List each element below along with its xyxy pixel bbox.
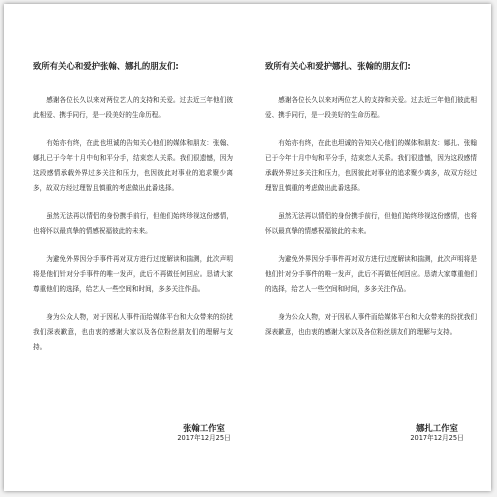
paragraph: 感谢各位长久以来对两位艺人的支持和关爱。过去近三年他们彼此相爱、携手同行，是一段美好的生命历程。 bbox=[33, 96, 233, 119]
greeting: 致所有关心和爱护张翰、娜扎的朋友们: bbox=[33, 61, 179, 71]
paragraph: 有始亦有终，在此也坦诚的告知关心他们的媒体和朋友：张翰、娜扎已于今年十月中旬和平分手，结束恋人关系。我们很遗憾，因为这段感情承载外界过多关注和压力，也因彼此对事业的追求聚少离多，故双方经过理智且慎重的考虑做出此番选择。 bbox=[33, 139, 233, 192]
paragraph: 有始亦有终，在此也坦诚的告知关心他们的媒体和朋友：娜扎、张翰已于今年十月中旬和平分手，结束恋人关系。我们很遗憾，因为这段感情承载外界过多关注和压力，也因彼此对事业的追求聚少离多，故双方经过理智且慎重的考虑做出此番选择。 bbox=[265, 139, 477, 192]
signature: 娜扎工作室 bbox=[416, 423, 458, 433]
paragraph: 感谢各位长久以来对两位艺人的支持和关爱。过去近三年他们彼此相爱、携手同行，是一段美好的生命历程。 bbox=[265, 96, 477, 119]
greeting: 致所有关心和爱护娜扎、张翰的朋友们: bbox=[265, 61, 411, 71]
paragraph: 为避免外界因分手事件再对双方进行过度解读和揣测，此次声明将是他们针对分手事件的唯一发声，此后不再做任何回应。恳请大家尊重他们的选择，给艺人一些空间和时间，多多关注作品。 bbox=[265, 255, 477, 293]
paragraph: 身为公众人物，对于因私人事件而给媒体平台和大众带来的纷扰我们深表歉意，也由衷的感谢大家以及各位粉丝朋友们的理解与支持。 bbox=[33, 313, 233, 351]
paragraph: 为避免外界因分手事件再对双方进行过度解读和揣测，此次声明将是他们针对分手事件的唯一发声，此后不再做任何回应。恳请大家尊重他们的选择，给艺人一些空间和时间，多多关注作品。 bbox=[33, 255, 233, 293]
signature-block bbox=[397, 422, 477, 443]
signature: 张翰工作室 bbox=[183, 423, 225, 433]
paragraph: 虽然无法再以情侣的身份携手前行，但他们始终珍视这份感情，也将怀以最真挚的情感祝福彼此的未来。 bbox=[265, 212, 477, 235]
date: 2017年12月25日 bbox=[410, 434, 464, 442]
signature-block bbox=[164, 422, 244, 443]
paragraph: 虽然无法再以情侣的身份携手前行，但他们始终珍视这份感情，也将怀以最真挚的情感祝福彼此的未来。 bbox=[33, 212, 233, 235]
document-frame bbox=[4, 4, 491, 491]
statement-right bbox=[247, 4, 491, 491]
paragraph: 身为公众人物，对于因私人事件而给媒体平台和大众带来的纷扰我们深表歉意，也由衷的感谢大家以及各位粉丝朋友们的理解与支持。 bbox=[265, 313, 477, 336]
date: 2017年12月25日 bbox=[177, 434, 231, 442]
statement-left bbox=[4, 4, 247, 491]
